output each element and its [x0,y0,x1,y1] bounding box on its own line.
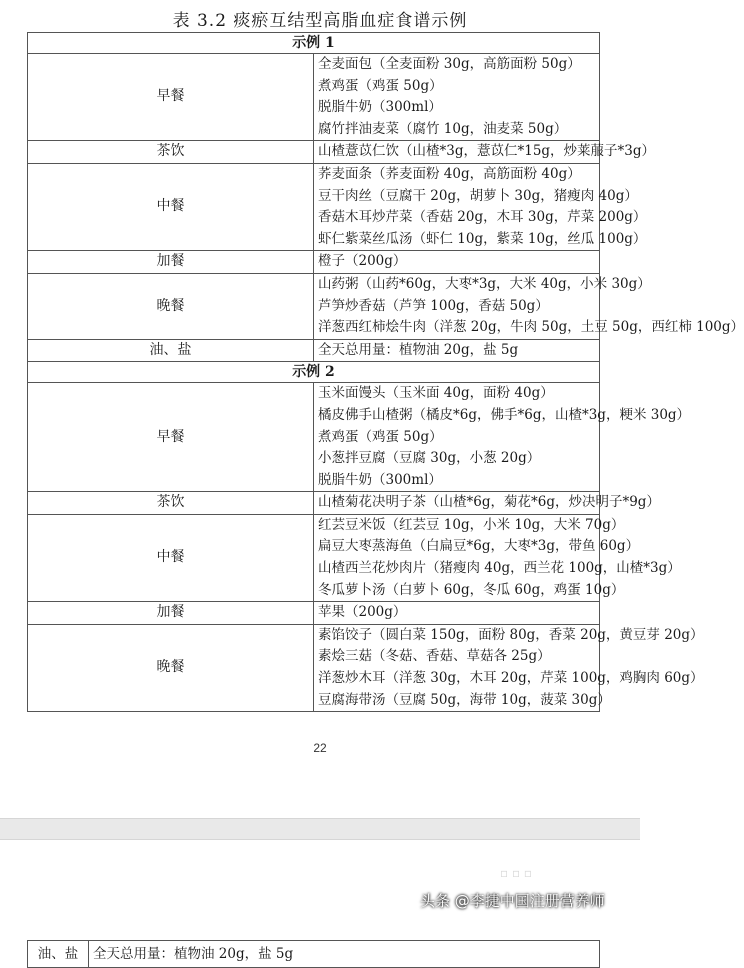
list-item: 芦笋炒香菇（芦笋 100g，香菇 50g） [318,297,549,314]
list-item: 山楂菊花决明子茶（山楂*6g，菊花*6g，炒决明子*9g） [318,494,660,511]
meal-label: 加餐 [28,602,314,625]
page-title: 表 3.2 痰瘀互结型高脂血症食谱示例 [172,11,468,31]
meal-items [314,54,600,141]
table-row [28,383,600,492]
example-heading: 示例 1 [28,33,600,54]
list-item: 山楂西兰花炒肉片（猪瘦肉 40g，西兰花 100g，山楂*3g） [318,560,681,577]
meal-items [314,163,647,250]
table-row [28,941,600,968]
meal-label: 茶饮 [28,492,314,515]
list-item: 小葱拌豆腐（豆腐 30g，小葱 20g） [318,450,541,467]
list-item: 素馅饺子（圆白菜 150g，面粉 80g，香菜 20g，黄豆芽 20g） [318,626,704,643]
watermark: 头条 @李捷中国注册营养师 [420,892,605,910]
example-heading: 示例 2 [28,362,600,383]
meal-items: 全天总用量：植物油 20g，盐 5g [89,941,600,968]
meal-items [314,339,600,362]
table-row [28,514,600,601]
list-item: 全麦面包（全麦面粉 30g，高筋面粉 50g） [318,56,581,72]
list-item: 煮鸡蛋（鸡蛋 50g） [318,428,443,445]
list-item: 玉米面馒头（玉米面 40g，面粉 40g） [318,385,554,402]
page-number: 22 [313,741,327,755]
list-item: 红芸豆米饭（红芸豆 10g，小米 10g，大米 70g） [318,516,625,533]
list-item: 脱脂牛奶（300ml） [318,99,442,116]
list-item: 洋葱炒木耳（洋葱 30g，木耳 20g，芹菜 100g，鸡胸肉 60g） [318,670,704,687]
table-row [28,339,600,362]
list-item: 山药粥（山药*60g，大枣*3g，大米 40g，小米 30g） [318,275,651,292]
meal-items [314,251,600,274]
menu-table-body [28,33,744,712]
meal-label: 茶饮 [28,141,314,164]
example-heading-row [28,33,600,54]
list-item: 山楂薏苡仁饮（山楂*3g，薏苡仁*15g，炒莱菔子*3g） [318,143,656,160]
table-row [28,273,600,339]
meal-items [314,492,660,515]
list-item: 素烩三菇（冬菇、香菇、草菇各 25g） [318,648,551,665]
menu-table [27,32,744,712]
list-item: 香菇木耳炒芹菜（香菇 20g，木耳 30g，芹菜 200g） [318,209,647,226]
meal-items [314,514,681,601]
list-item: 全天总用量：植物油 20g，盐 5g [318,341,519,358]
table-row [28,141,600,164]
meal-label: 晚餐 [28,624,314,711]
table-row [28,251,600,274]
meal-items [314,141,656,164]
meal-label: 中餐 [28,514,314,601]
meal-label: 早餐 [28,383,314,492]
list-item: 煮鸡蛋（鸡蛋 50g） [318,77,443,94]
list-item: 橙子（200g） [318,253,407,270]
meal-items [314,383,691,492]
table-row [28,602,600,625]
list-item: 虾仁紫菜丝瓜汤（虾仁 10g，紫菜 10g，丝瓜 100g） [318,230,647,247]
page-separator [0,818,640,840]
meal-label: 加餐 [28,251,314,274]
list-item: 荞麦面条（荞麦面粉 40g，高筋面粉 40g） [318,165,581,182]
meal-label: 油、盐 [28,941,89,968]
table-row [28,163,600,250]
list-item: 扁豆大枣蒸海鱼（白扁豆*6g，大枣*3g，带鱼 60g） [318,538,640,555]
next-page-table [27,940,600,968]
meal-items [314,602,600,625]
list-item: 洋葱西红柿烩牛肉（洋葱 20g，牛肉 50g，土豆 50g，西红柿 100g） [318,319,744,336]
example-heading-row [28,362,600,383]
list-item: 脱脂牛奶（300ml） [318,471,442,488]
list-item: 豆干肉丝（豆腐干 20g，胡萝卜 30g，猪瘦肉 40g） [318,187,638,204]
watermark-ghost: ▫ ▫ ▫ [500,866,533,880]
meal-label: 早餐 [28,54,314,141]
meal-label: 晚餐 [28,273,314,339]
meal-label: 油、盐 [28,339,314,362]
table-row [28,54,600,141]
table-row [28,624,600,711]
table-row [28,492,600,515]
list-item: 腐竹拌油麦菜（腐竹 10g，油麦菜 50g） [318,120,568,137]
list-item: 苹果（200g） [318,604,407,621]
meal-items [314,273,744,339]
list-item: 橘皮佛手山楂粥（橘皮*6g，佛手*6g，山楂*3g，粳米 30g） [318,406,691,423]
list-item: 豆腐海带汤（豆腐 50g，海带 10g，菠菜 30g） [318,691,611,708]
meal-items [314,624,704,711]
list-item: 冬瓜萝卜汤（白萝卜 60g，冬瓜 60g，鸡蛋 10g） [318,581,625,598]
meal-label: 中餐 [28,163,314,250]
